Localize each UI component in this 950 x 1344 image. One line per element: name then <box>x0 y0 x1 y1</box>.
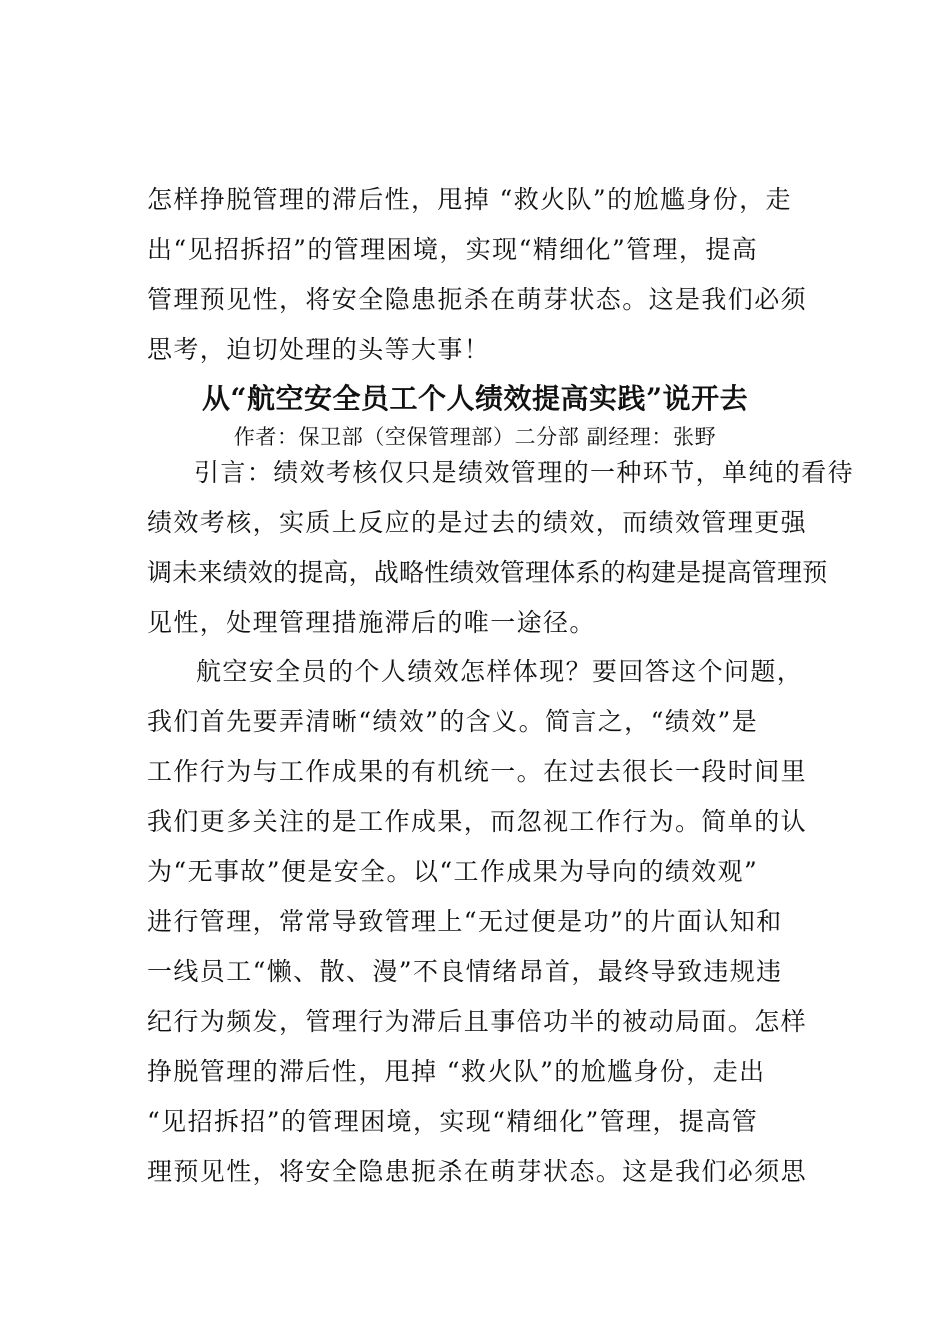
body-line: 我们首先要弄清晰“绩效”的含义。简言之，“绩效”是 <box>147 707 759 736</box>
abstract-line: 调未来绩效的提高，战略性绩效管理体系的构建是提高管理预 <box>147 558 828 587</box>
body-line: “见招拆招”的管理困境，实现“精细化”管理，提高管 <box>147 1107 759 1136</box>
article-author: 作者：保卫部（空保管理部）二分部 副经理：张野 <box>233 425 717 449</box>
intro-line: 管理预见性，将安全隐患扼杀在萌芽状态。这是我们必须 <box>147 285 808 314</box>
body-line: 纪行为频发，管理行为滞后且事倍功半的被动局面。怎样 <box>147 1007 808 1036</box>
intro-line: 思考，迫切处理的头等大事！ <box>147 335 491 364</box>
body-line: 为“无事故”便是安全。以“工作成果为导向的绩效观” <box>147 857 759 886</box>
body-line: 航空安全员的个人绩效怎样体现？要回答这个问题， <box>196 657 804 686</box>
article-title: 从“航空安全员工个人绩效提高实践”说开去 <box>201 382 749 415</box>
intro-line: 怎样挣脱管理的滞后性，甩掉 “救火队”的尬尴身份，走 <box>147 185 792 214</box>
intro-line: 出“见招拆招”的管理困境，实现“精细化”管理，提高 <box>147 235 759 264</box>
body-line: 挣脱管理的滞后性，甩掉 “救火队”的尬尴身份，走出 <box>147 1057 766 1086</box>
abstract-line: 引言：绩效考核仅只是绩效管理的一种环节，单纯的看待 <box>194 458 855 487</box>
body-line: 工作行为与工作成果的有机统一。在过去很长一段时间里 <box>147 757 808 786</box>
body-line: 进行管理，常常导致管理上“无过便是功”的片面认知和 <box>147 907 783 936</box>
body-line: 我们更多关注的是工作成果，而忽视工作行为。简单的认 <box>147 807 808 836</box>
body-line: 一线员工“懒、散、漫”不良情绪昂首，最终导致违规违 <box>147 957 783 986</box>
abstract-line: 绩效考核，实质上反应的是过去的绩效，而绩效管理更强 <box>147 508 808 537</box>
abstract-line: 见性，处理管理措施滞后的唯一途径。 <box>147 608 596 637</box>
body-line: 理预见性，将安全隐患扼杀在萌芽状态。这是我们必须思 <box>147 1157 808 1186</box>
